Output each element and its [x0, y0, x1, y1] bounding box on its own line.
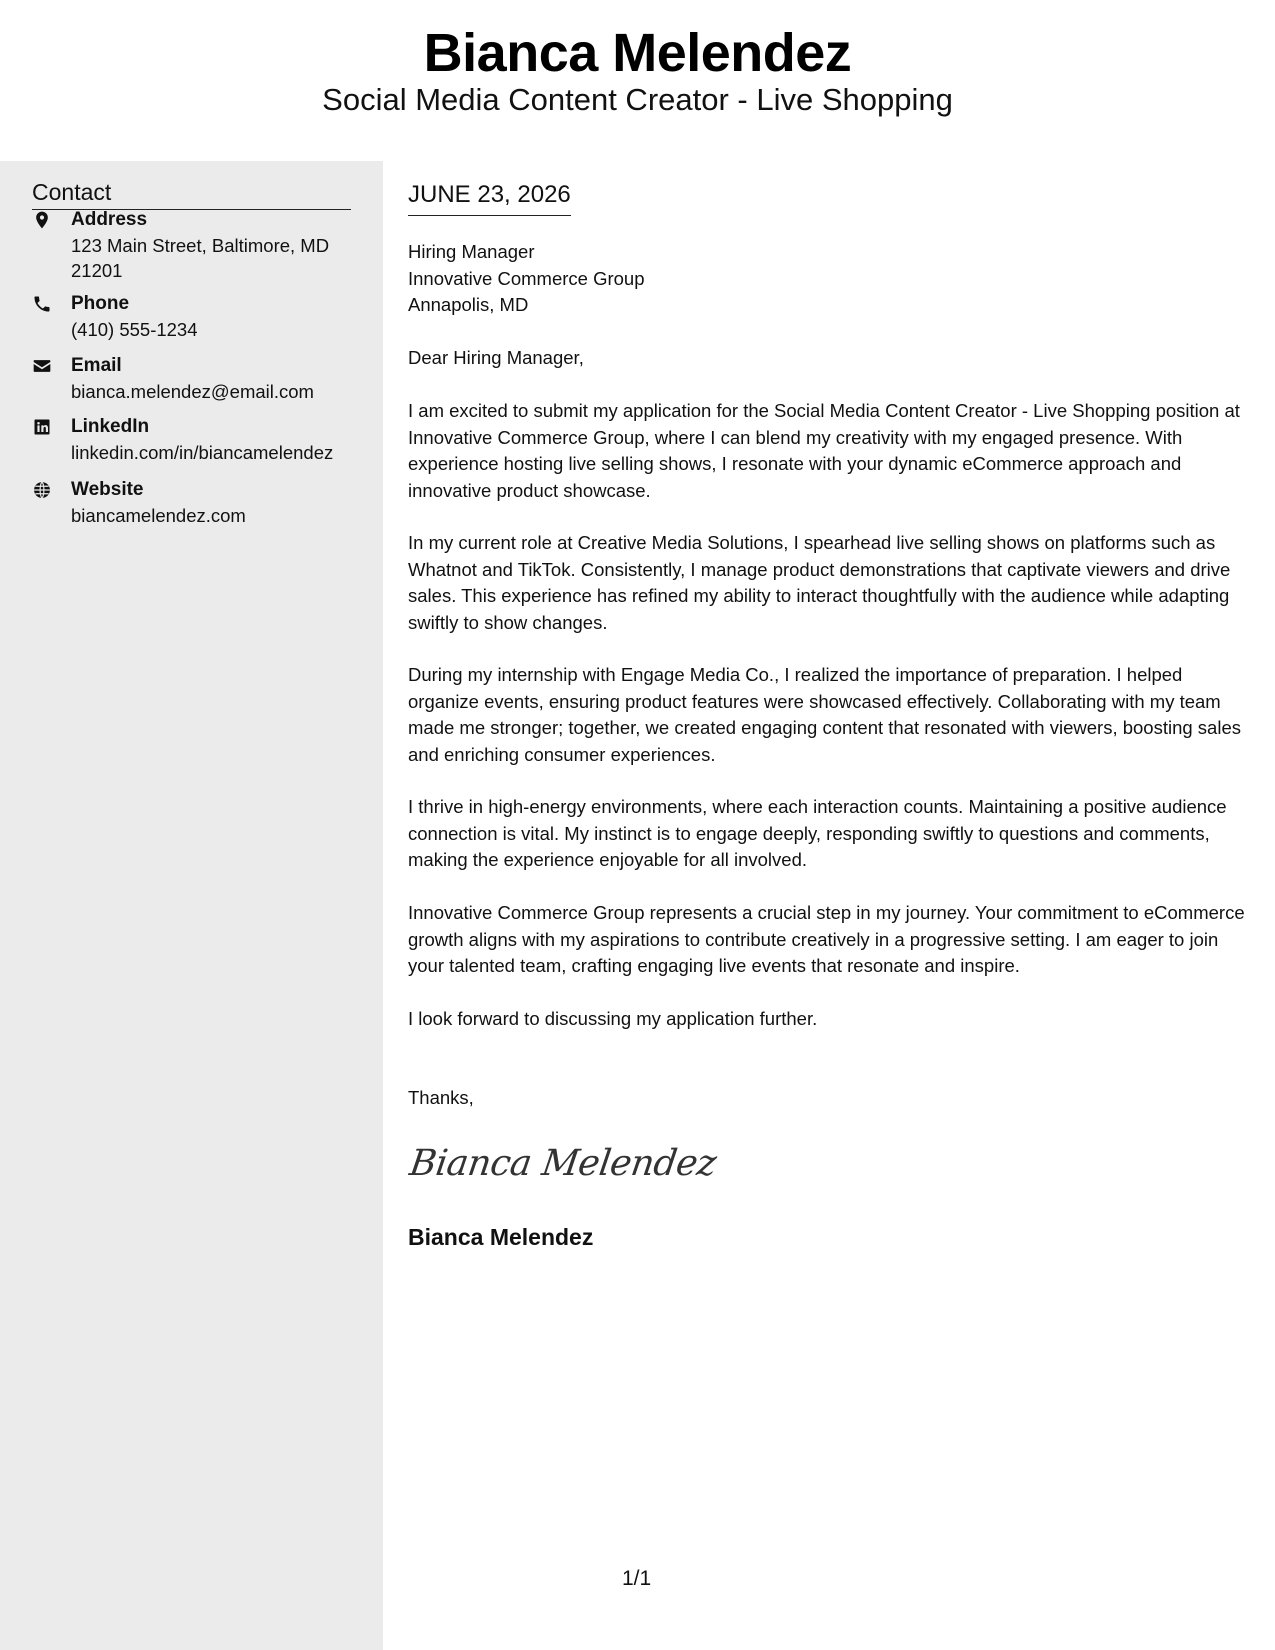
- salutation: Dear Hiring Manager,: [408, 347, 584, 368]
- contact-heading: Contact: [32, 177, 351, 210]
- contact-value-phone: (410) 555-1234: [71, 319, 198, 340]
- contact-address: [32, 208, 362, 288]
- closing: Thanks,: [408, 1087, 474, 1108]
- recipient-company: Innovative Commerce Group: [408, 267, 645, 289]
- paragraph-1: I am excited to submit my application for the Social Media Content Creator - Live Shopping position at Innovative Commerce Group, where I can blend my creativity with my engaged presence. With experience hosting live selling shows, I resonate with your dynamic eCommerce approach and innovative product showcase.: [408, 400, 1240, 501]
- recipient-name: Hiring Manager: [408, 241, 535, 262]
- envelope-icon: [32, 356, 54, 378]
- paragraph-6: I look forward to discussing my application further.: [408, 1008, 818, 1029]
- applicant-title: Social Media Content Creator - Live Shopping: [322, 82, 953, 117]
- contact-label-email: Email: [71, 355, 122, 376]
- applicant-name: Bianca Melendez: [423, 23, 852, 83]
- contact-value-website: biancamelendez.com: [71, 505, 246, 526]
- handwritten-signature: Bianca Melendez: [407, 1143, 719, 1184]
- contact-value-linkedin: linkedin.com/in/biancamelendez: [71, 442, 334, 463]
- paragraph-4: I thrive in high-energy environments, where each interaction counts. Maintaining a positive audience connection is vital. My instinct is to engage deeply, responding swiftly to questions and comments, making the experience enjoyable for all involved.: [408, 796, 1227, 870]
- paragraph-2: In my current role at Creative Media Solutions, I spearhead live selling shows on platforms such as Whatnot and TikTok. Consistently, I manage product demonstrations that captivate viewers and drive sales. This experience has refined my ability to interact thoughtfully with the audience while adapting swiftly to show changes.: [408, 532, 1231, 633]
- contact-sidebar: [0, 161, 383, 1650]
- contact-linkedin: [32, 415, 362, 470]
- phone-icon: [32, 294, 54, 316]
- contact-label-linkedin: LinkedIn: [71, 416, 150, 437]
- signed-name: Bianca Melendez: [408, 1224, 594, 1250]
- page-number-text: 1/1: [622, 1567, 652, 1590]
- contact-website: [32, 478, 362, 533]
- recipient-block: [408, 239, 645, 319]
- paragraph-3: During my internship with Engage Media Co., I realized the importance of preparation. I helped organize events, ensuring product features were showcased effectively. Collaborating with my team made me stronger; together, we created engaging content that resonated with viewers, boosting sales and enriching consumer experiences.: [408, 664, 1241, 765]
- contact-label-phone: Phone: [71, 293, 130, 314]
- contact-email: [32, 354, 362, 409]
- contact-value-address: 123 Main Street, Baltimore, MD 21201: [71, 235, 330, 281]
- letter-header: [0, 0, 1275, 161]
- contact-phone: [32, 292, 362, 347]
- contact-label-address: Address: [71, 209, 148, 230]
- linkedin-icon: [32, 417, 54, 439]
- contact-value-email: bianca.melendez@email.com: [71, 381, 314, 402]
- globe-icon: [32, 480, 54, 502]
- paragraph-5: Innovative Commerce Group represents a crucial step in my journey. Your commitment to eCommerce growth aligns with my aspirations to contribute creatively in a progressive setting. I am eager to join your talented team, crafting engaging live events that resonate and inspire.: [408, 902, 1245, 976]
- letter-date: JUNE 23, 2026: [408, 179, 571, 216]
- map-pin-icon: [32, 210, 54, 232]
- recipient-location: Annapolis, MD: [408, 294, 529, 315]
- contact-label-website: Website: [71, 479, 144, 500]
